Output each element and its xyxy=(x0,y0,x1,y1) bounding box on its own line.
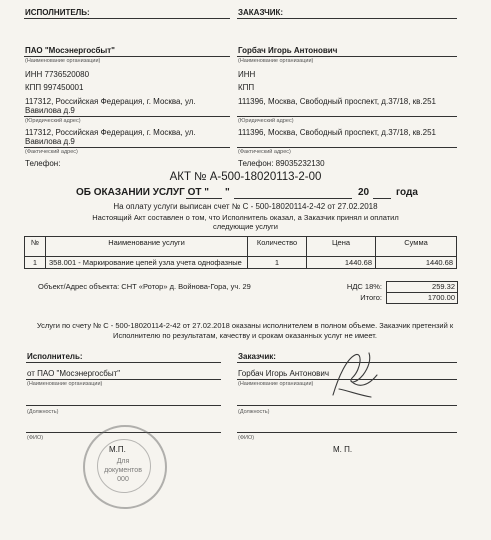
handwritten-signature xyxy=(325,345,385,405)
executor-inn: ИНН 7736520080 xyxy=(25,70,90,79)
sign-customer-position-caption: (Должность) xyxy=(238,409,270,415)
col-header-sum: Сумма xyxy=(376,237,457,257)
act-subtitle-mid: " xyxy=(225,187,230,198)
object-address: Объект/Адрес объекта: СНТ «Ротор» д. Войнова-Гора, уч. 29 xyxy=(38,282,251,291)
conclusion-text: Услуги по счету № С - 500-18020114-2-42 от 27.02.2018 оказаны исполнителем в полном объеме. Заказчик претензий к Исполнителю по результатам, качеству и срокам оказанных услуг не имеет. xyxy=(36,321,454,340)
date-month-blank xyxy=(234,198,352,199)
sign-customer-fio-caption: (ФИО) xyxy=(238,435,255,441)
services-table xyxy=(24,236,457,269)
total-label: Итого: xyxy=(360,293,382,302)
row-price: 1440.68 xyxy=(307,257,376,269)
executor-name-caption: (Наименование организации) xyxy=(25,58,101,64)
customer-kpp: КПП xyxy=(238,83,255,92)
customer-actual-address: 111396, Москва, Свободный проспект, д.37/18, кв.251 xyxy=(238,128,436,137)
signature-line xyxy=(26,405,221,406)
row-qty: 1 xyxy=(248,257,307,269)
executor-legal-caption: (Юридический адрес) xyxy=(25,118,81,124)
sign-customer-name: Горбач Игорь Антонович xyxy=(238,369,330,378)
divider xyxy=(24,116,230,117)
act-subtitle-right: года xyxy=(396,187,418,198)
executor-actual-caption: (Фактический адрес) xyxy=(25,149,78,155)
executor-heading: ИСПОЛНИТЕЛЬ: xyxy=(25,8,90,17)
divider xyxy=(24,147,230,148)
company-stamp xyxy=(83,425,167,509)
sign-customer-stamp-label: М. П. xyxy=(333,445,353,454)
customer-phone: Телефон: 89035232130 xyxy=(238,159,325,168)
customer-inn: ИНН xyxy=(238,70,256,79)
sign-customer-name-caption: (Наименование организации) xyxy=(238,381,314,387)
divider xyxy=(237,116,457,117)
sign-executor-position-caption: (Должность) xyxy=(27,409,59,415)
act-subtitle-left: ОБ ОКАЗАНИИ УСЛУГ ОТ " xyxy=(76,187,209,198)
divider xyxy=(24,56,230,57)
customer-name-caption: (Наименование организации) xyxy=(238,58,314,64)
customer-name: Горбач Игорь Антонович xyxy=(238,46,338,55)
divider xyxy=(26,362,221,363)
customer-actual-caption: (Фактический адрес) xyxy=(238,149,291,155)
sign-executor-fio-caption: (ФИО) xyxy=(27,435,44,441)
executor-kpp: КПП 997450001 xyxy=(25,83,84,92)
executor-phone: Телефон: xyxy=(25,159,61,168)
sign-customer-heading: Заказчик: xyxy=(238,352,276,361)
sign-executor-name-caption: (Наименование организации) xyxy=(27,381,103,387)
sign-executor-stamp-label: М.П. xyxy=(109,445,126,454)
sign-executor-name: от ПАО "Мосэнергосбыт" xyxy=(27,369,121,378)
invoice-line: На оплату услуги выписан счет № С - 500-18020114-2-42 от 27.02.2018 xyxy=(113,202,378,211)
sign-executor-heading: Исполнитель: xyxy=(27,352,83,361)
customer-heading: ЗАКАЗЧИК: xyxy=(238,8,284,17)
executor-legal-address: 117312, Российская Федерация, г. Москва, ул. Вавилова д.9 xyxy=(25,97,196,115)
signature-line xyxy=(237,432,457,433)
customer-legal-address: 111396, Москва, Свободный проспект, д.37/18, кв.251 xyxy=(238,97,436,106)
act-subtitle-year: 20 xyxy=(358,187,370,198)
date-year-blank xyxy=(373,198,391,199)
row-service-name: 358.001 - Маркирование цепей узла учета однофазные xyxy=(46,257,248,269)
row-sum: 1440.68 xyxy=(376,257,457,269)
table-row xyxy=(25,257,457,269)
date-day-blank xyxy=(186,198,222,199)
signature-line xyxy=(237,405,457,406)
act-title: АКТ № А-500-18020113-2-00 xyxy=(169,171,322,183)
divider xyxy=(26,379,221,380)
vat-value: 259.32 xyxy=(432,282,455,291)
divider xyxy=(237,147,457,148)
divider xyxy=(24,18,230,19)
executor-name: ПАО "Мосэнергосбыт" xyxy=(25,46,115,55)
divider xyxy=(237,18,457,19)
col-header-num: № xyxy=(25,237,46,257)
total-box xyxy=(386,292,458,304)
vat-label: НДС 18%: xyxy=(346,282,382,291)
executor-actual-address: 117312, Российская Федерация, г. Москва, ул. Вавилова д.9 xyxy=(25,128,196,146)
row-num: 1 xyxy=(25,257,46,269)
company-stamp-text: Для документов 000 xyxy=(104,458,142,483)
col-header-price: Цена xyxy=(307,237,376,257)
act-statement: Настоящий Акт составлен о том, что Исполнитель оказал, а Заказчик принял и оплатил следующие услуги xyxy=(92,213,399,231)
table-header-row xyxy=(25,237,457,257)
col-header-name: Наименование услуги xyxy=(46,237,248,257)
total-value: 1700.00 xyxy=(427,293,455,302)
customer-legal-caption: (Юридический адрес) xyxy=(238,118,294,124)
divider xyxy=(237,56,457,57)
col-header-qty: Количество xyxy=(248,237,307,257)
